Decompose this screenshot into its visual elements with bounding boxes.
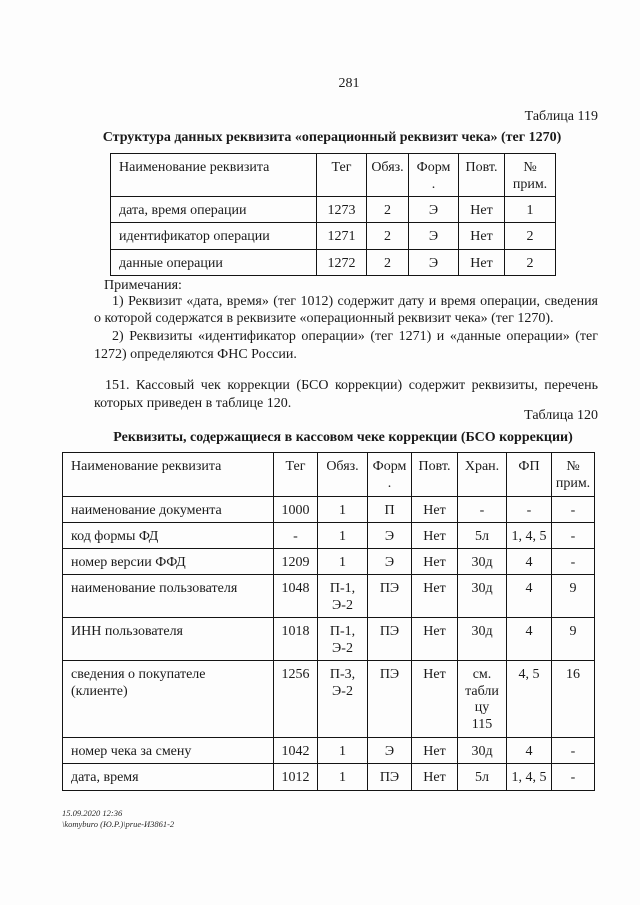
note-1-line-2: о которой содержатся в реквизите «операционный реквизит чека» (тег 1270). <box>94 311 554 326</box>
cell-note: - <box>552 764 595 791</box>
cell-format: Э <box>368 738 412 764</box>
table-row <box>111 197 556 223</box>
cell-repeat: Нет <box>412 618 458 661</box>
cell-name: номер версии ФФД <box>63 549 274 575</box>
cell-format: ПЭ <box>368 575 412 618</box>
cell-repeat: Нет <box>412 764 458 791</box>
table-row <box>111 250 556 276</box>
cell-storage: 30д <box>458 618 507 661</box>
column-header-required: Обяз. <box>367 154 409 197</box>
cell-tag: 1271 <box>317 223 367 250</box>
table-119-label: Таблица 119 <box>524 109 598 124</box>
cell-note: - <box>552 523 595 549</box>
cell-format: ПЭ <box>368 764 412 791</box>
cell-fp: 1, 4, 5 <box>507 764 552 791</box>
column-header-storage: Хран. <box>458 453 507 497</box>
cell-name: идентификатор операции <box>111 223 317 250</box>
cell-repeat: Нет <box>412 661 458 738</box>
cell-format: Э <box>409 197 459 223</box>
cell-fp: 1, 4, 5 <box>507 523 552 549</box>
table-119-body <box>111 197 556 276</box>
footer-stamp-path: \komyburo (Ю.Р.)\prue-И3861-2 <box>62 819 175 829</box>
cell-fp: 4 <box>507 549 552 575</box>
column-header-format: Форм . <box>368 453 412 497</box>
column-header-fp: ФП <box>507 453 552 497</box>
cell-name: наименование пользователя <box>63 575 274 618</box>
cell-required: 1 <box>318 738 368 764</box>
table-row <box>111 223 556 250</box>
column-header-format: Форм . <box>409 154 459 197</box>
cell-required: 1 <box>318 549 368 575</box>
cell-storage: 30д <box>458 738 507 764</box>
cell-repeat: Нет <box>412 523 458 549</box>
column-header-name: Наименование реквизита <box>63 453 274 497</box>
cell-note: 9 <box>552 618 595 661</box>
column-header-note: № прим. <box>505 154 556 197</box>
cell-format: Э <box>368 549 412 575</box>
cell-tag: 1042 <box>274 738 318 764</box>
table-120-body <box>63 497 595 791</box>
cell-required: 1 <box>318 764 368 791</box>
table-119 <box>110 153 556 276</box>
cell-storage: 5л <box>458 523 507 549</box>
table-row <box>63 575 595 618</box>
cell-required: П-1, Э-2 <box>318 618 368 661</box>
header-row <box>63 453 595 497</box>
table-row <box>63 523 595 549</box>
cell-storage: 5л <box>458 764 507 791</box>
cell-tag: 1012 <box>274 764 318 791</box>
cell-repeat: Нет <box>459 223 505 250</box>
footer-stamp-date: 15.09.2020 12:36 <box>62 808 123 818</box>
cell-repeat: Нет <box>459 197 505 223</box>
column-header-tag: Тег <box>274 453 318 497</box>
cell-name: код формы ФД <box>63 523 274 549</box>
table-row <box>63 738 595 764</box>
cell-name: ИНН пользователя <box>63 618 274 661</box>
cell-format: Э <box>368 523 412 549</box>
cell-fp: 4 <box>507 575 552 618</box>
note-2-line-2: 1272) определяются ФНС России. <box>94 347 297 362</box>
cell-note: - <box>552 549 595 575</box>
cell-storage: 30д <box>458 549 507 575</box>
column-header-note: № прим. <box>552 453 595 497</box>
paragraph-151-line-2: которых приведен в таблице 120. <box>94 396 292 411</box>
table-row <box>63 497 595 523</box>
cell-name: данные операции <box>111 250 317 276</box>
cell-name: номер чека за смену <box>63 738 274 764</box>
table-120-header <box>63 453 595 497</box>
column-header-repeat: Повт. <box>459 154 505 197</box>
table-119-title: Структура данных реквизита «операционный реквизит чека» (тег 1270) <box>102 130 562 145</box>
cell-fp: 4 <box>507 738 552 764</box>
cell-required: П-1, Э-2 <box>318 575 368 618</box>
cell-tag: 1256 <box>274 661 318 738</box>
cell-storage: - <box>458 497 507 523</box>
cell-required: 2 <box>367 223 409 250</box>
cell-storage: 30д <box>458 575 507 618</box>
column-header-repeat: Повт. <box>412 453 458 497</box>
cell-repeat: Нет <box>412 575 458 618</box>
table-row <box>63 661 595 738</box>
cell-repeat: Нет <box>412 497 458 523</box>
cell-format: Э <box>409 250 459 276</box>
cell-format: ПЭ <box>368 618 412 661</box>
cell-required: П-3, Э-2 <box>318 661 368 738</box>
table-row <box>63 549 595 575</box>
cell-note: - <box>552 497 595 523</box>
column-header-tag: Тег <box>317 154 367 197</box>
cell-format: Э <box>409 223 459 250</box>
cell-note: 2 <box>505 223 556 250</box>
table-row <box>63 764 595 791</box>
cell-tag: 1000 <box>274 497 318 523</box>
cell-required: 2 <box>367 250 409 276</box>
cell-note: 2 <box>505 250 556 276</box>
table-120-title: Реквизиты, содержащиеся в кассовом чеке коррекции (БСО коррекции) <box>113 430 573 445</box>
cell-fp: 4, 5 <box>507 661 552 738</box>
cell-tag: 1272 <box>317 250 367 276</box>
cell-required: 1 <box>318 497 368 523</box>
page-number: 281 <box>338 76 360 91</box>
cell-note: 1 <box>505 197 556 223</box>
cell-tag: 1273 <box>317 197 367 223</box>
cell-name: сведения о покупателе (клиенте) <box>63 661 274 738</box>
cell-tag: - <box>274 523 318 549</box>
note-1-line-1: 1) Реквизит «дата, время» (тег 1012) содержит дату и время операции, сведения <box>112 294 598 309</box>
paragraph-151-line-1: 151. Кассовый чек коррекции (БСО коррекции) содержит реквизиты, перечень <box>105 378 598 393</box>
cell-tag: 1209 <box>274 549 318 575</box>
note-2-line-1: 2) Реквизиты «идентификатор операции» (тег 1271) и «данные операции» (тег <box>112 329 598 344</box>
header-row <box>111 154 556 197</box>
column-header-name: Наименование реквизита <box>111 154 317 197</box>
notes-heading: Примечания: <box>104 278 182 293</box>
column-header-required: Обяз. <box>318 453 368 497</box>
cell-fp: - <box>507 497 552 523</box>
table-120-label: Таблица 120 <box>524 408 598 423</box>
cell-note: 9 <box>552 575 595 618</box>
cell-required: 2 <box>367 197 409 223</box>
cell-note: - <box>552 738 595 764</box>
cell-repeat: Нет <box>412 549 458 575</box>
cell-name: наименование документа <box>63 497 274 523</box>
table-119-header <box>111 154 556 197</box>
cell-name: дата, время <box>63 764 274 791</box>
cell-tag: 1048 <box>274 575 318 618</box>
cell-format: ПЭ <box>368 661 412 738</box>
cell-format: П <box>368 497 412 523</box>
cell-repeat: Нет <box>412 738 458 764</box>
cell-name: дата, время операции <box>111 197 317 223</box>
cell-repeat: Нет <box>459 250 505 276</box>
cell-fp: 4 <box>507 618 552 661</box>
cell-required: 1 <box>318 523 368 549</box>
cell-note: 16 <box>552 661 595 738</box>
cell-tag: 1018 <box>274 618 318 661</box>
table-row <box>63 618 595 661</box>
table-120 <box>62 452 595 791</box>
cell-storage: см. табли цу 115 <box>458 661 507 738</box>
